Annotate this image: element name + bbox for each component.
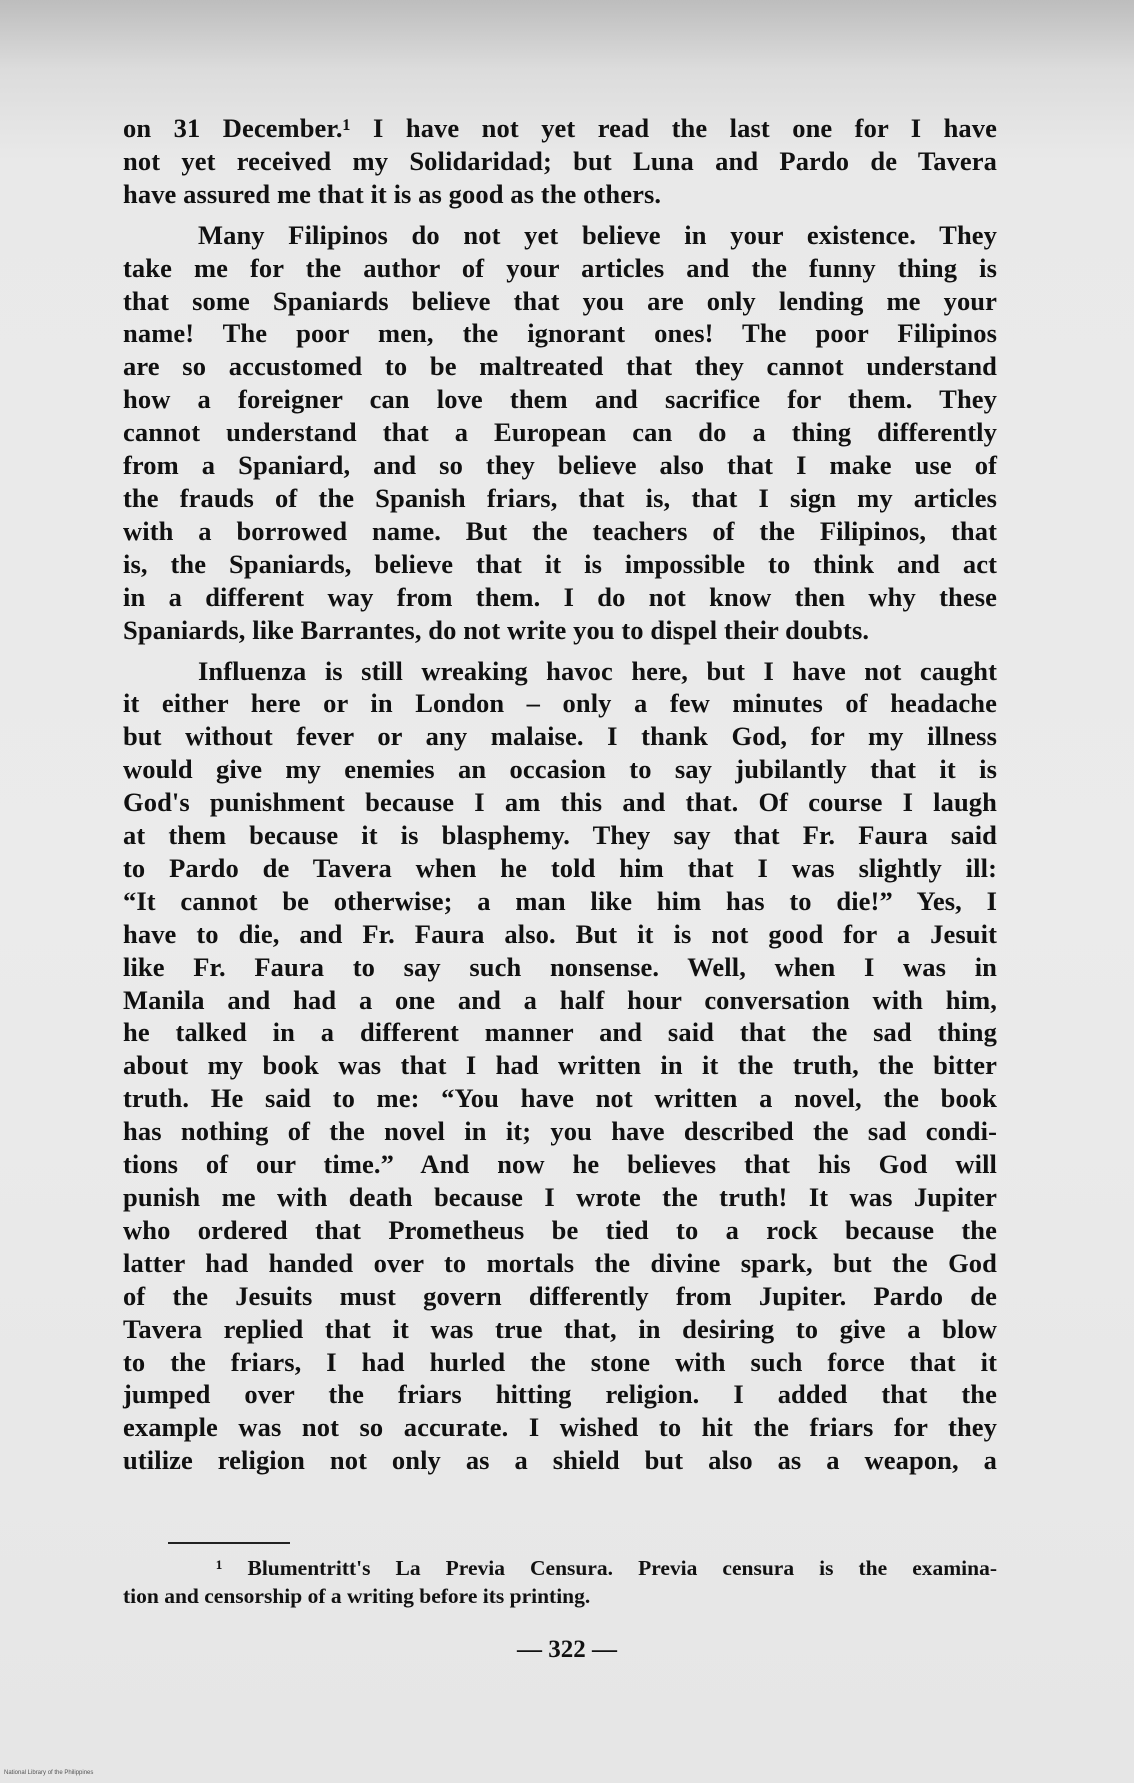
text-line: to Pardo de Tavera when he told him that I was slightly ill: — [123, 852, 997, 883]
text-line: utilize religion not only as a shield but also as a weapon, a — [123, 1445, 997, 1476]
text-line: with a borrowed name. But the teachers of the Filipinos, that — [123, 515, 997, 546]
text-line: he talked in a different manner and said that the sad thing — [123, 1017, 997, 1048]
text-line: on 31 December.¹ I have not yet read the last one for I have — [123, 113, 997, 143]
text-line: name! The poor men, the ignorant ones! The poor Filipinos — [123, 318, 997, 349]
footnote-line: tion and censorship of a writing before its printing. — [123, 1584, 591, 1608]
paragraph-3 — [123, 655, 997, 1478]
text-line: “It cannot be otherwise; a man like him has to die!” Yes, I — [123, 885, 997, 916]
text-line: tions of our time.” And now he believes that his God will — [123, 1149, 997, 1180]
text-line: would give my enemies an occasion to say jubilantly that it is — [123, 754, 997, 785]
scan-stamp: National Library of the Philippines — [4, 1770, 94, 1776]
text-line: has nothing of the novel in it; you have described the sad condi- — [123, 1116, 997, 1147]
text-line: latter had handed over to mortals the divine spark, but the God — [123, 1247, 997, 1278]
text-line: at them because it is blasphemy. They say that Fr. Faura said — [123, 820, 997, 851]
text-line: to the friars, I had hurled the stone with such force that it — [123, 1346, 997, 1377]
text-line: have to die, and Fr. Faura also. But it is not good for a Jesuit — [123, 918, 997, 949]
paragraph-gap — [123, 647, 997, 655]
paragraph-2 — [123, 219, 997, 647]
text-line: but without fever or any malaise. I thank God, for my illness — [123, 721, 997, 752]
text-line: jumped over the friars hitting religion. I added that the — [123, 1379, 997, 1410]
text-line: who ordered that Prometheus be tied to a rock because the — [123, 1214, 997, 1245]
text-line: like Fr. Faura to say such nonsense. Well, when I was in — [123, 951, 997, 982]
letter-body — [123, 112, 997, 1477]
text-line: not yet received my Solidaridad; but Luna and Pardo de Tavera — [123, 145, 997, 176]
text-line: that some Spaniards believe that you are only lending me your — [123, 285, 997, 316]
text-line: are so accustomed to be maltreated that they cannot understand — [123, 351, 997, 382]
text-line: take me for the author of your articles and the funny thing is — [123, 252, 997, 283]
text-line: in a different way from them. I do not know then why these — [123, 581, 997, 612]
text-line: from a Spaniard, and so they believe also that I make use of — [123, 450, 997, 481]
footnote-line: ¹ Blumentritt's La Previa Censura. Previa censura is the examina- — [216, 1556, 997, 1580]
text-line: Many Filipinos do not yet believe in your existence. They — [198, 219, 997, 250]
text-line: how a foreigner can love them and sacrifice for them. They — [123, 384, 997, 415]
text-line: example was not so accurate. I wished to hit the friars for they — [123, 1412, 997, 1443]
text-line: it either here or in London – only a few minutes of headache — [123, 688, 997, 719]
paragraph-gap — [123, 211, 997, 219]
text-line: Spaniards, like Barrantes, do not write you to dispel their doubts. — [123, 614, 870, 645]
text-line: about my book was that I had written in it the truth, the bitter — [123, 1050, 997, 1081]
text-line: truth. He said to me: “You have not written a novel, the book — [123, 1083, 997, 1114]
text-line: Manila and had a one and a half hour conversation with him, — [123, 984, 997, 1015]
text-line: Influenza is still wreaking havoc here, but I have not caught — [198, 655, 997, 686]
text-line: of the Jesuits must govern differently from Jupiter. Pardo de — [123, 1280, 997, 1311]
text-line: cannot understand that a European can do a thing differently — [123, 417, 997, 448]
text-line: Tavera replied that it was true that, in desiring to give a blow — [123, 1313, 997, 1344]
footnote — [123, 1554, 997, 1610]
paragraph-1 — [123, 112, 997, 211]
text-line: is, the Spaniards, believe that it is impossible to think and act — [123, 548, 997, 579]
text-line: have assured me that it is as good as the others. — [123, 178, 662, 209]
text-line: punish me with death because I wrote the truth! It was Jupiter — [123, 1182, 997, 1212]
text-line: the frauds of the Spanish friars, that is, that I sign my articles — [123, 482, 997, 513]
footnote-divider — [168, 1542, 290, 1544]
text-line: God's punishment because I am this and that. Of course I laugh — [123, 787, 997, 818]
page-number: — 322 — — [517, 1636, 617, 1663]
